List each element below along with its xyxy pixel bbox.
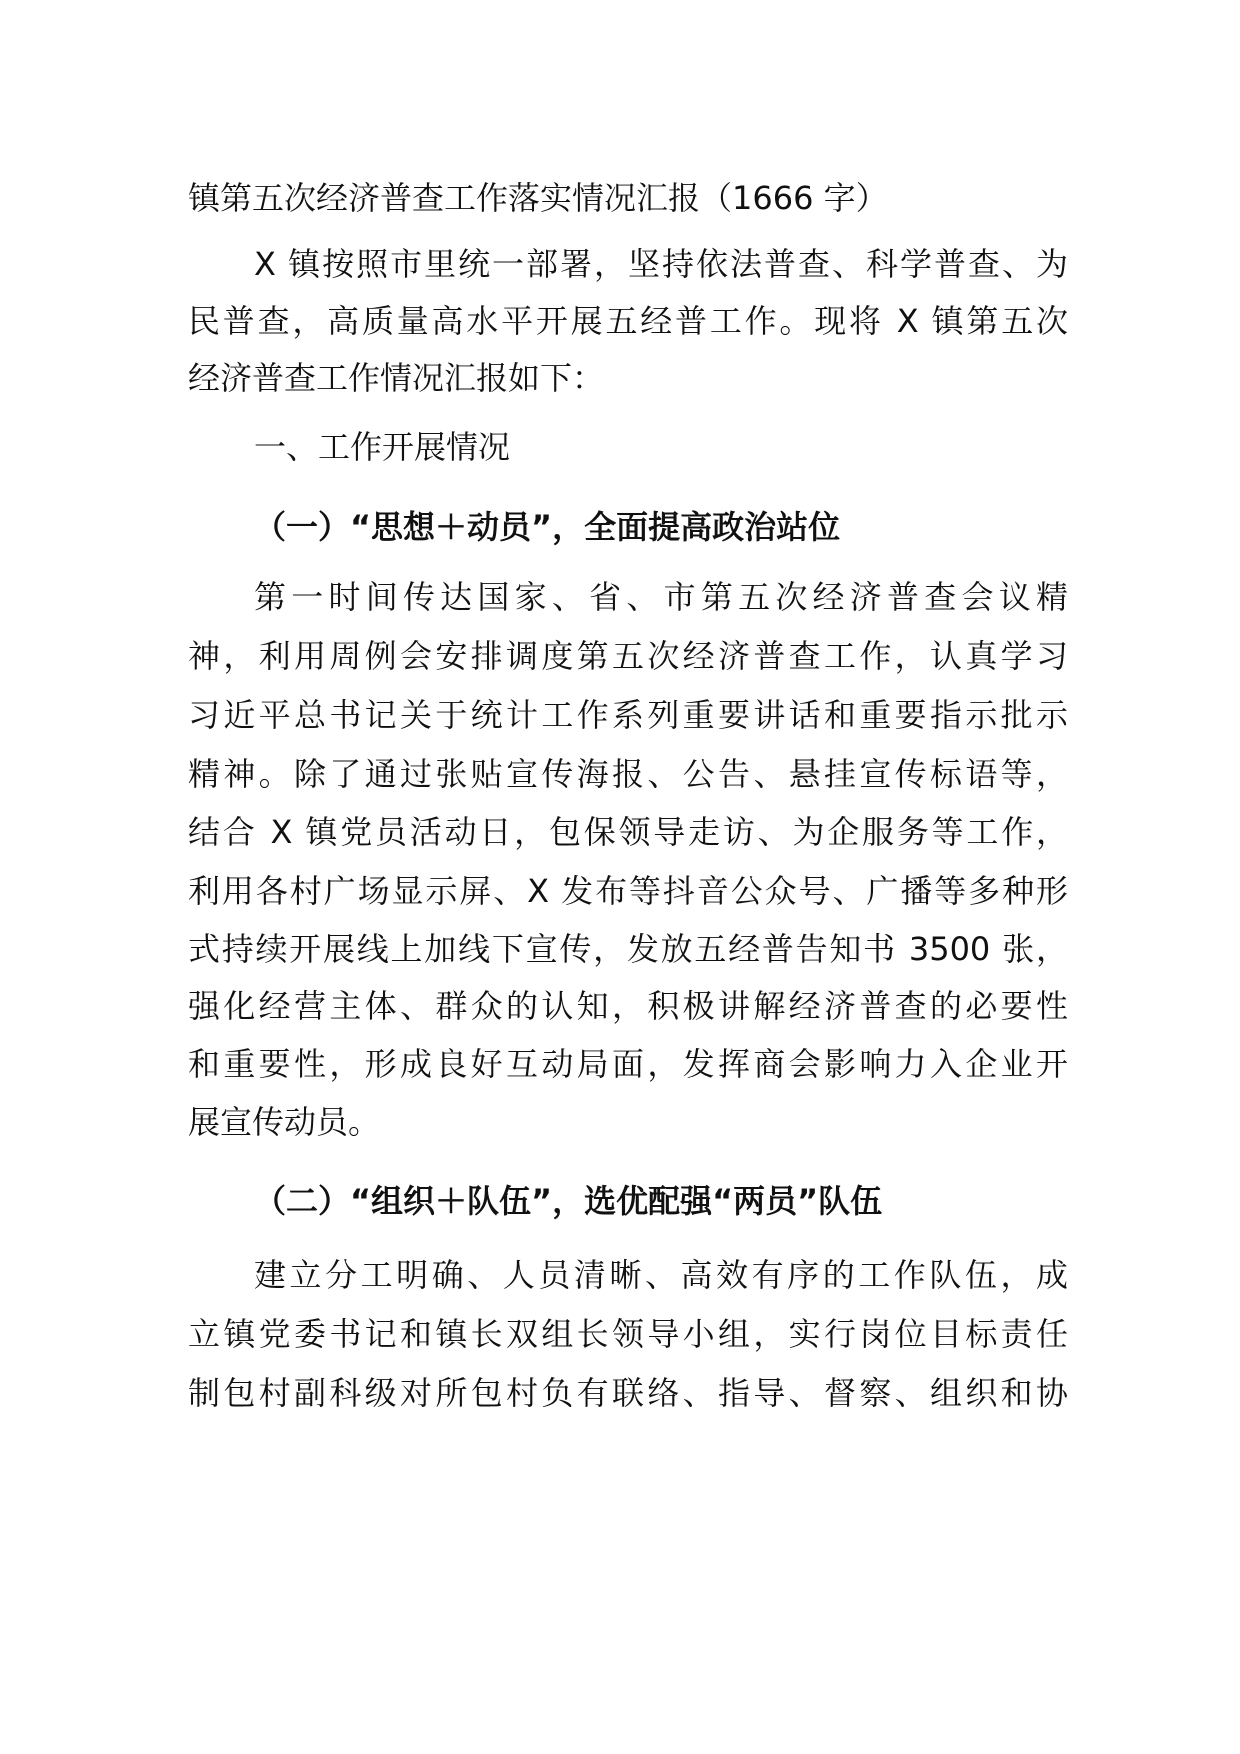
subsection-1-line-1: 第一时间传达国家、省、市第五次经济普查会议精 <box>254 578 1068 616</box>
subsection-1-line-2: 神，利用周例会安排调度第五次经济普查工作，认真学习 <box>188 637 1068 675</box>
subsection-1-line-4: 精神。除了通过张贴宣传海报、公告、悬挂宣传标语等， <box>188 755 1068 793</box>
intro-line-3: 经济普查工作情况汇报如下： <box>188 359 605 397</box>
subsection-1-line-6: 利用各村广场显示屏、X 发布等抖音公众号、广播等多种形 <box>188 872 1068 910</box>
subsection-1-line-8: 强化经营主体、群众的认知，积极讲解经济普查的必要性 <box>188 987 1068 1025</box>
subsection-1-line-9: 和重要性，形成良好互动局面，发挥商会影响力入企业开 <box>188 1045 1068 1083</box>
subsection-1-line-3: 习近平总书记关于统计工作系列重要讲话和重要指示批示 <box>188 696 1068 734</box>
subsection-1-heading: （一）“思想＋动员”，全面提高政治站位 <box>254 508 841 546</box>
subsection-1-line-5: 结合 X 镇党员活动日，包保领导走访、为企服务等工作， <box>188 813 1068 851</box>
subsection-2-line-2: 立镇党委书记和镇长双组长领导小组，实行岗位目标责任 <box>188 1315 1068 1353</box>
subsection-2-line-3: 制包村副科级对所包村负有联络、指导、督察、组织和协 <box>188 1374 1068 1412</box>
document-title: 镇第五次经济普查工作落实情况汇报（1666 字） <box>188 179 888 217</box>
subsection-2-heading: （二）“组织＋队伍”，选优配强“两员”队伍 <box>254 1182 883 1220</box>
subsection-1-line-10: 展宣传动员。 <box>188 1103 381 1141</box>
intro-line-1: X 镇按照市里统一部署，坚持依法普查、科学普查、为 <box>254 245 1068 283</box>
section-1-heading: 一、工作开展情况 <box>254 428 511 466</box>
subsection-1-line-7: 式持续开展线上加线下宣传，发放五经普告知书 3500 张， <box>188 930 1068 968</box>
subsection-2-line-1: 建立分工明确、人员清晰、高效有序的工作队伍，成 <box>254 1256 1068 1294</box>
intro-line-2: 民普查，高质量高水平开展五经普工作。现将 X 镇第五次 <box>188 302 1068 340</box>
